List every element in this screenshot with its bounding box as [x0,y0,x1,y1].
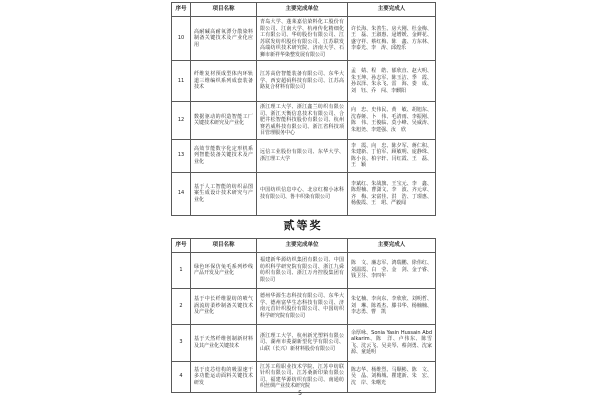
cell-people: 朱亿楠、李向东、李欣欣、刘明哲、刘 琳、陈希杰、滕书华、杨楠楠、李志勇、曹 凯 [348,288,436,324]
cell-project: 高效节能数字化定形机系列智能装备关键技术及产业化 [191,139,257,172]
cell-people: 李斌红、朱战旗、王宝元、李 鑫、陈煜楠、曹潇文、李 波、齐元章、齐 梅、宋富佳、洪 浩、丁璟惠、杨俊霞、王 珺、严毅闻 [348,172,436,215]
cell-people: 余厚咏、Sonia Yasin Hussain Abdalkarim、陈 洋、卢伟东、陈雪飞、沈云飞、吴美琴、蔡剑勇、沈家源、童延明 [348,324,436,361]
cell-units: 福建新华源纺织集团有限公司、中国纺织科学研究院有限公司、浙江九舜纺织有限公司、浙江万舟控股集团有限公司 [257,252,348,288]
cell-units: 德州华源生态科技有限公司、东华大学、德州富华生态科技有限公司、济南元首针织股份有限公司、中国纺织科学研究院有限公司 [257,288,348,324]
cell-project: 纤维复材预成型体内环轨道三维编织系列成套装备技术 [191,61,257,102]
second-prize-heading: 贰等奖 [283,219,323,232]
table-row [172,324,436,361]
second-prize-table [171,238,436,393]
column-header-project: 项目名称 [191,3,257,17]
table-row [172,361,436,392]
column-header-people: 主要完成人 [348,239,436,253]
cell-seq: 10 [172,17,191,61]
table-header-row [172,3,436,17]
table-row [172,17,436,61]
table-row [172,61,436,102]
column-header-units: 主要完成单位 [257,239,348,253]
cell-units: 青岛大学、蓬莱嘉信染料化工股份有限公司、江南大学、杭州传化精细化工有限公司、华纺股份有限公司、江苏联发纺织股份有限公司、江苏联发高端纺织技术研究院、济南大学、石狮市新祥华染整发展有限公司 [257,17,348,61]
cell-project: 绿色环保仿兔毛系列纱线产品开发及产业化 [191,252,257,288]
column-header-seq: 序号 [172,239,191,253]
cell-seq: 1 [172,252,191,288]
cell-project: 基于皮芯结构的吸湿速干多功能运动面料关键技术研发 [191,361,257,392]
cell-seq: 14 [172,172,191,215]
cell-project: 基于人工智能的纺织品图案生成设计技术研究与产业化 [191,172,257,215]
cell-project: 数据驱动的织造智能工厂关键技术研究及产业化 [191,102,257,140]
table-row [172,172,436,215]
table-row [172,252,436,288]
cell-units: 远信工业股份有限公司、东华大学、浙江理工大学 [257,139,348,172]
cell-seq: 2 [172,288,191,324]
table-row [172,288,436,324]
cell-people: 许长海、朱善生、房大刚、杜金梅、王 磊、王淑惠、逯增媛、金鲜花、盛守祥、蔡红梅、陈 鑫、方东林、李泰光、李 涛、邱煌乐 [348,17,436,61]
column-header-units: 主要完成单位 [257,3,348,17]
page-number: 5 [298,390,302,397]
table-header-row [172,239,436,253]
cell-people: 陈 文、廉志军、鸿瑞鹏、徐伟红、刘温霞、白 莹、金 剑、金子睿、钱卫芬、李四年 [348,252,436,288]
first-prize-table [171,2,436,216]
cell-project: 基于天然纤维创制新材料及其产业化关键技术 [191,324,257,361]
table-row [172,139,436,172]
cell-project: 高耐碱高耐氧漂分散染料制备关键技术及产业化应用 [191,17,257,61]
cell-seq: 3 [172,324,191,361]
cell-people: 向 忠、史伟民、黄 敏、胡旭东、沈春娅、卜 伟、毛清雨、李振刚、陈 伟、王俊临、莫小峰、吴威涛、朱旭尧、李建强、汝 欣 [348,102,436,140]
cell-units: 浙江理工大学、杭州新光塑料有限公司、湖州市菱湖新望化学有限公司、山联（长兴）新材料股份有限公司 [257,324,348,361]
column-header-project: 项目名称 [191,239,257,253]
cell-units: 江苏高倍智能装备有限公司、东华大学、西安超码科技有限公司、江苏高路复合材料有限公司 [257,61,348,102]
cell-project: 基于中长纤维混纺的喷气涡流纺柔纱制备关键技术及产业化 [191,288,257,324]
column-header-people: 主要完成人 [348,3,436,17]
table-row [172,102,436,140]
cell-units: 江苏工程职业技术学院、江苏中纺联针织有限公司、江苏桑新印染有限公司、福建华源纺织有限公司、南通纺织丝绸产业技术研究院 [257,361,348,392]
cell-units: 中国纺织信息中心、北京红棉小冰科技有限公司、鲁丰织染有限公司 [257,172,348,215]
cell-seq: 11 [172,61,191,102]
cell-seq: 12 [172,102,191,140]
cell-units: 浙江理工大学、浙江鑫兰纺织有限公司、浙江天衡信息技术有限公司、合肥井松智能科技股份有限公司、杭州赛若威科技有限公司、浙江省科技项目管理服务中心 [257,102,348,140]
column-header-seq: 序号 [172,3,191,17]
cell-seq: 13 [172,139,191,172]
cell-people: 李 霞、向 忠、陈夕军、蒋仁积、朱建新、丁伯军、顾敏明、庞静珠、陈小良、柏宇轩、闫红霞、王 磊、王 颖 [348,139,436,172]
cell-people: 陈志华、杨维烈、马顺彬、陈 文、吴 晶、刘梅城、瞿建新、朱 宏、沈 岸、朱曙光 [348,361,436,392]
cell-seq: 4 [172,361,191,392]
cell-people: 孟 婧、程 皓、郁欣直、赵大明、朱玉坤、孙志军、陈玉洁、季 霞、孙以泽、朱永飞、雷 海、娄 成、刘 钰、乔 闯、李麒阳 [348,61,436,102]
